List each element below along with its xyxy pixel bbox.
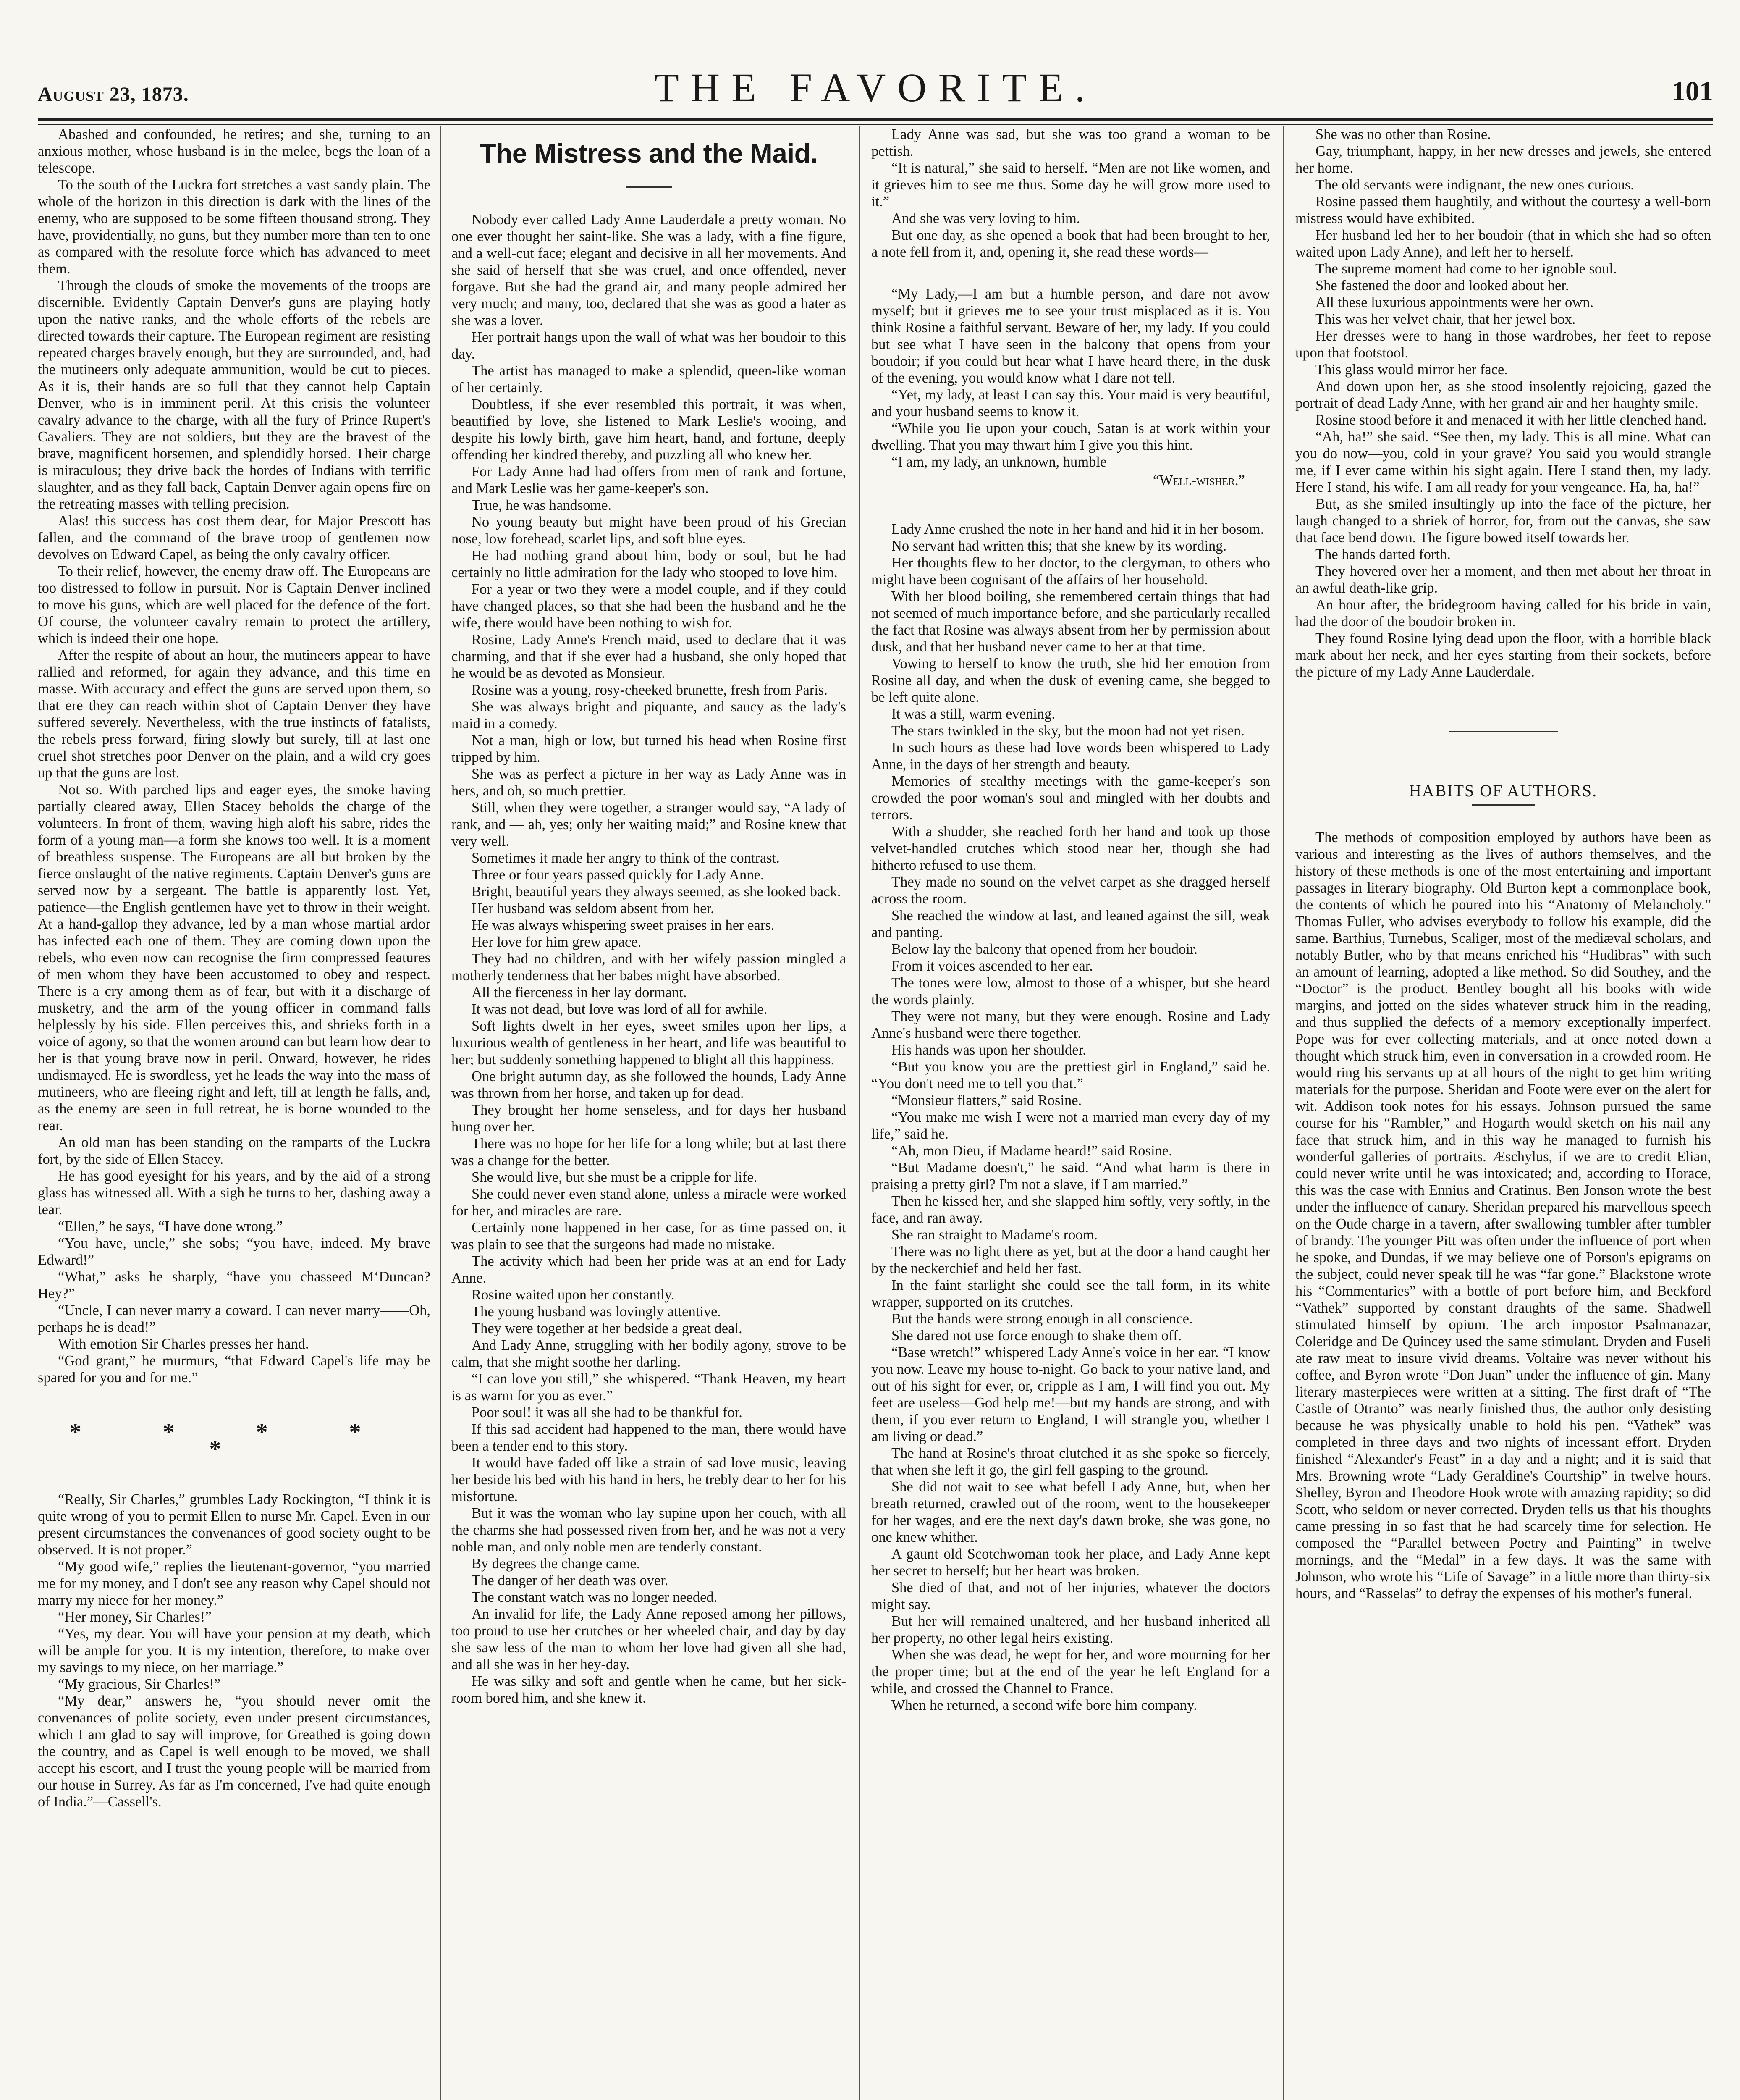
paragraph: Lady Anne crushed the note in her hand and hid it in her bosom. — [891, 521, 1264, 537]
article-title: HABITS OF AUTHORS. — [1409, 781, 1598, 800]
paragraph: The old servants were indignant, the new ones curious. — [1315, 177, 1634, 193]
paragraph: “Ah, mon Dieu, if Madame heard!” said Rosine. — [891, 1143, 1172, 1159]
column-divider — [859, 126, 860, 2100]
paragraph: “But Madame doesn't,” he said. “And what harm is there in praising a pretty girl? I'm not a slave, if I am married.” — [871, 1160, 1270, 1192]
paragraph: “My Lady,—I am but a humble person, and dare not avow myself; but it grieves me to see your trust misplaced as it is. You think Rosine a faithful servant. Beware of her, my lady. If you could but see what I have seen in the balcony that opens from your boudoir; if you could but hear what I have heard there, in the dusk of the evening, you would know what I dare not tell. — [871, 286, 1270, 386]
paragraph: But one day, as she opened a book that had been brought to her, a note fell from it, and, opening it, she read these words— — [871, 227, 1270, 260]
paragraph: It was a still, warm evening. — [891, 706, 1055, 722]
paragraph: Rosine stood before it and menaced it with her little clenched hand. — [1315, 412, 1707, 428]
paragraph: “Monsieur flatters,” said Rosine. — [891, 1092, 1082, 1108]
paragraph: All these luxurious appointments were her own. — [1315, 294, 1594, 310]
paragraph: With emotion Sir Charles presses her hand. — [58, 1336, 309, 1352]
paragraph: But her will remained unaltered, and her husband inherited all her property, no other legal heirs existing. — [871, 1613, 1270, 1646]
paragraph: She fastened the door and looked about her. — [1315, 278, 1569, 294]
paragraph: The supreme moment had come to her ignoble soul. — [1315, 261, 1617, 277]
paragraph: It would have faded off like a strain of sad love music, leaving her beside his bed with his hand in hers, he trebly dear to her for his misfortune. — [451, 1455, 846, 1504]
paragraph: Vowing to herself to know the truth, she hid her emotion from Rosine all day, and when the dusk of evening came, she begged to be left quite alone. — [871, 656, 1270, 705]
paragraph: The constant watch was no longer needed. — [472, 1589, 718, 1605]
paragraph: “My dear,” answers he, “you should never omit the convenances of polite society, even under present circumstances, which I am glad to say will improve, for Greathed is going down the country, and as Capel is well enough to be moved, we shall accept his escort, and I trust the young people will be married from our house in Surrey. As far as I'm concerned, I've had quite enough of India.”—Cassell's. — [38, 1693, 430, 1810]
paragraph: From it voices ascended to her ear. — [891, 958, 1093, 974]
paragraph: Soft lights dwelt in her eyes, sweet smiles upon her lips, a luxurious wealth of gentleness in her heart, and life was beautiful to her; but suddenly something happened to blight all this happiness. — [451, 1018, 846, 1068]
title-rule — [626, 186, 672, 188]
paragraph: They found Rosine lying dead upon the floor, with a horrible black mark about her neck, and her eyes starting from their sockets, before the picture of my Lady Anne Lauderdale. — [1295, 630, 1711, 680]
paragraph: Her thoughts flew to her doctor, to the clergyman, to others who might have been cognisant of the affairs of her household. — [871, 555, 1270, 588]
title-rule — [1472, 804, 1535, 806]
paragraph: Her husband was seldom absent from her. — [472, 900, 714, 916]
paragraph: For a year or two they were a model couple, and if they could have changed places, so that she had been the husband and he the wife, there would have been nothing to wish for. — [451, 581, 846, 631]
paragraph: To the south of the Luckra fort stretches a vast sandy plain. The whole of the horizon in this direction is dark with the lines of the enemy, who are supposed to be some fifteen thousand strong. They have, providentially, no guns, but they number more than ten to one as compared with the resolute force which has advanced to meet them. — [38, 177, 430, 277]
column-3 — [871, 126, 1270, 2100]
paragraph: “Yet, my lady, at least I can say this. Your maid is very beautiful, and your husband seems to know it. — [871, 387, 1270, 420]
paragraph: For Lady Anne had had offers from men of rank and fortune, and Mark Leslie was her game-keeper's son. — [451, 464, 846, 496]
paragraph: “My good wife,” replies the lieutenant-governor, “you married me for my money, and I don't see any reason why Capel should not marry my niece for her money.” — [38, 1559, 430, 1608]
paragraph: “Ah, ha!” she said. “See then, my lady. This is all mine. What can you do now—you, cold in your grave? You said you would strangle me, if I ever came within his sight again. Here I stand then, my lady. Here I stand, his wife. I am all ready for your vengeance. Ha, ha, ha!” — [1295, 429, 1711, 495]
paragraph: No young beauty but might have been proud of his Grecian nose, low forehead, scarlet lips, and soft blue eyes. — [451, 514, 846, 547]
paragraph: The tones were low, almost to those of a whisper, but she heard the words plainly. — [871, 975, 1270, 1008]
paragraph: She did not wait to see what befell Lady Anne, but, when her breath returned, crawled out of the room, went to the housekeeper for her wages, and ere the next day's dawn broke, she was gone, no one knew whither. — [871, 1479, 1270, 1545]
section-break-stars: * * * * * — [69, 1419, 399, 1462]
paragraph: “Yes, my dear. You will have your pension at my death, which will be ample for you. It is my intention, therefore, to make over my savings to my niece, on her marriage.” — [38, 1626, 430, 1675]
paragraph: “Ellen,” he says, “I have done wrong.” — [58, 1218, 283, 1234]
column-divider — [440, 126, 441, 2100]
paragraph: Gay, triumphant, happy, in her new dresses and jewels, she entered her home. — [1295, 143, 1711, 176]
paragraph: Not so. With parched lips and eager eyes, the smoke having partially cleared away, Ellen Stacey beholds the charge of the volunteers. In front of them, waving high aloft his sabre, rides the form of a young man—a form she knows too well. It is a moment of breathless suspense. The Europeans are all but broken by the fierce onslaught of the native regiments. Captain Denver's guns are served now by a sergeant. The battle is apparently lost. Yet, patience—the English gentlemen have yet to throw in their weight. At a hand-gallop they advance, led by a man whose martial ardor has infected each one of them. They are coming down upon the rebels, who even now can recognise the firm compressed features of men whom they have been accustomed to obey and respect. There is a cry among them as of fear, but with it a discharge of musketry, and the arm of the young officer in command falls helplessly by his side. Ellen perceives this, and shrieks forth in a voice of agony, so that the women around can but learn how dear to her is that young brave now in peril. Onward, however, he rides undismayed. He is swordless, yet he leads the way into the mass of mutineers, who are fleeing right and left, till at length he falls, and, as the enemy are seen in full retreat, he is borne wounded to the rear. — [38, 782, 430, 1134]
paragraph: He was silky and soft and gentle when he came, but her sick-room bored him, and she knew it. — [451, 1673, 846, 1706]
page-number: 101 — [1672, 76, 1713, 107]
paragraph: And Lady Anne, struggling with her bodily agony, strove to be calm, that she might soothe her darling. — [451, 1337, 846, 1370]
paragraph: They brought her home senseless, and for days her husband hung over her. — [451, 1102, 846, 1135]
paragraph: She was always bright and piquante, and saucy as the lady's maid in a comedy. — [451, 699, 846, 732]
article-separator — [1449, 731, 1558, 732]
paragraph: Rosine passed them haughtily, and without the courtesy a well-born mistress would have exhibited. — [1295, 194, 1711, 226]
paragraph: After the respite of about an hour, the mutineers appear to have rallied and reformed, for again they advance, and this time en masse. With accuracy and effect the guns are served upon them, so that ere they can reach within shot of Captain Denver they have suffered severely. Nevertheless, with the true instincts of fatalists, the rebels press forward, firing slowly but surely, till at last one cruel shot stretches poor Denver on the plain, and a wild cry goes up that the guns are lost. — [38, 647, 430, 781]
paragraph: The methods of composition employed by authors have been as various and interesting as the lives of authors themselves, and the history of these methods is one of the most entertaining and important passages in literary biography. Old Burton kept a commonplace book, the contents of which he poured into his “Anatomy of Melancholy.” Thomas Fuller, who advises everybody to follow his example, did the same. Barthius, Turnebus, Scaliger, most of the mediæval scholars, and notably Butler, who by that means enriched his “Hudibras” with such an amount of learning, adopted a like method. So did Southey, and the “Doctor” is the product. Bentley bought all his books with wide margins, and jotted on the sides whatever struck him in the reading, and thus supplied the defects of a memory exceptionally imperfect. Pope was for ever collecting materials, and at once noted down a thought which struck him, even in conversation in a crowded room. He would ring his servants up at all hours of the night to get him writing materials for the purpose. Sheridan and Foote were ever on the alert for wit. Addison took notes for his essays. Johnson pursued the same course for his “Rambler,” and Hogarth would sketch on his nail any face that struck him, and in this way he managed to furnish his wonderful galleries of portraits. Æschylus, if we are to credit Elian, could never write until he was intoxicated; and, according to Horace, this was the case with Ennius and Cratinus. Ben Jonson wrote the best under the influence of canary. Sheridan prepared his marvellous speech on the Oude charge in a tavern, after swallowing tumbler after tumbler of brandy. The younger Pitt was often under the influence of port when he spoke, and Dundas, if we may believe one of Porson's epigrams on the subject, could never speak till he was “far gone.” Blackstone wrote his “Commentaries” with a bottle of port before him, and Beckford “Vathek” supported by constant draughts of the same. Shadwell stimulated himself by opium. The arch impostor Psalmanazar, Coleridge and De Quincey used the same stimulant. Dryden and Fuseli ate raw meat to insure vivid dreams. Voltaire was never without his coffee, and Byron wrote “Don Juan” under the influence of gin. Many literary masterpieces were written at a sitting. The first draft of “The Castle of Otranto” was nearly finished thus, the author only desisting because he was physically unable to hold his pen. “Vathek” was completed in three days and two nights of incessant effort. Dryden finished “Alexander's Feast” in a day and a night; and it is said that Mrs. Browning wrote “Lady Geraldine's Courtship” in twelve hours. Shelley, Byron and Theodore Hook wrote with amazing rapidity; so did Scott, who seldom or never corrected. Dryden tells us that his thoughts came pressing in so fast that he had scarcely time for selection. He composed the “Parallel between Poetry and Painting” in twelve mornings, and the “Medal” in a few days. It was the same with Johnson, who wrote his “Life of Savage” in a little more than thirty-six hours, and “Rasselas” to defray the expenses of his mother's funeral. — [1295, 830, 1711, 1601]
paragraph: With her blood boiling, she remembered certain things that had not seemed of much importance before, and she particularly recalled the fact that Rosine was always absent from her by permission about dusk, and that her husband never came to her at that time. — [871, 588, 1270, 655]
paragraph: Sometimes it made her angry to think of the contrast. — [472, 850, 780, 866]
paragraph: They had no children, and with her wifely passion mingled a motherly tenderness that her babes might have absorbed. — [451, 951, 846, 984]
paragraph: There was no light there as yet, but at the door a hand caught her by the neckerchief and held her fast. — [871, 1244, 1270, 1276]
paragraph: “Really, Sir Charles,” grumbles Lady Rockington, “I think it is quite wrong of you to permit Ellen to nurse Mr. Capel. Even in our present circumstances the convenances of good society ought to be observed. It is not proper.” — [38, 1491, 430, 1558]
paragraph: Certainly none happened in her case, for as time passed on, it was plain to see that the surgeons had made no mistake. — [451, 1220, 846, 1252]
paragraph: “Base wretch!” whispered Lady Anne's voice in her ear. “I know you now. Leave my house to-night. Go back to your native land, and out of his sight for ever, or, cripple as I am, I will find you out. My feet are useless—God help me!—but my hands are strong, and with them, if you ever return to England, I will strangle you, whether I am living or dead.” — [871, 1344, 1270, 1444]
paragraph: Her love for him grew apace. — [472, 934, 642, 950]
newspaper-title: THE FAVORITE. — [654, 65, 1097, 110]
paragraph: “You have, uncle,” she sobs; “you have, indeed. My brave Edward!” — [38, 1235, 430, 1268]
paragraph: In such hours as these had love words been whispered to Lady Anne, in the days of her strength and beauty. — [871, 740, 1270, 772]
paragraph: An old man has been standing on the ramparts of the Luckra fort, by the side of Ellen Stacey. — [38, 1134, 430, 1167]
paragraph: The hands darted forth. — [1315, 546, 1451, 562]
paragraph: One bright autumn day, as she followed the hounds, Lady Anne was thrown from her horse, and taken up for dead. — [451, 1068, 846, 1101]
paragraph: Her husband led her to her boudoir (that in which she had so often waited upon Lady Anne), and left her to herself. — [1295, 227, 1711, 260]
paragraph: True, he was handsome. — [472, 497, 612, 513]
paragraph: The artist has managed to make a splendid, queen-like woman of her certainly. — [451, 363, 846, 396]
paragraph: The activity which had been her pride was at an end for Lady Anne. — [451, 1253, 846, 1286]
paragraph: Still, when they were together, a stranger would say, “A lady of rank, and — ah, yes; only her waiting maid;” and Rosine knew that very well. — [451, 800, 846, 849]
paragraph: When he returned, a second wife bore him company. — [891, 1697, 1197, 1713]
paragraph: “My gracious, Sir Charles!” — [58, 1676, 221, 1692]
paragraph: The young husband was lovingly attentive. — [472, 1304, 721, 1320]
article-body — [1295, 829, 1711, 1602]
paragraph: Bright, beautiful years they always seemed, as she looked back. — [472, 884, 841, 900]
column-2 — [451, 126, 846, 2100]
paragraph: This glass would mirror her face. — [1315, 362, 1508, 378]
paragraph: Rosine waited upon her constantly. — [472, 1287, 675, 1303]
paragraph: Three or four years passed quickly for Lady Anne. — [472, 867, 764, 883]
masthead-rule-thin — [38, 124, 1713, 125]
paragraph: She ran straight to Madame's room. — [891, 1227, 1098, 1243]
paragraph: To their relief, however, the enemy draw off. The Europeans are too distressed to follow in pursuit. Nor is Captain Denver inclined to move his guns, which are well placed for the defence of the fort. Of course, the volunteer cavalry remain to protect the artillery, which is indeed their one hope. — [38, 563, 430, 646]
paragraph: “I can love you still,” she whispered. “Thank Heaven, my heart is as warm for you as ever.” — [451, 1371, 846, 1404]
paragraph: “While you lie upon your couch, Satan is at work within your dwelling. That you may thwart him I give you this hint. — [871, 420, 1270, 453]
paragraph: She dared not use force enough to shake them off. — [891, 1328, 1182, 1344]
paragraph: Lady Anne was sad, but she was too grand a woman to be pettish. — [871, 126, 1270, 159]
paragraph: A gaunt old Scotchwoman took her place, and Lady Anne kept her secret to herself; but her heart was broken. — [871, 1546, 1270, 1579]
paragraph: An invalid for life, the Lady Anne reposed among her pillows, too proud to use her crutches or her wheeled chair, and day by day she saw less of the man to whom her love had given all she had, and all she was in her hey-day. — [451, 1606, 846, 1672]
paragraph: Her dresses were to hang in those wardrobes, her feet to repose upon that footstool. — [1295, 328, 1711, 361]
column-4 — [1295, 126, 1711, 2100]
masthead-rule-thick — [38, 118, 1713, 121]
story-title: The Mistress and the Maid. — [480, 138, 818, 168]
paragraph: She reached the window at last, and leaned against the sill, weak and panting. — [871, 908, 1270, 940]
paragraph: They hovered over her a moment, and then met about her throat in an awful death-like grip. — [1295, 563, 1711, 596]
paragraph: They were together at her bedside a great deal. — [472, 1320, 742, 1336]
paragraph: An hour after, the bridegroom having called for his bride in vain, had the door of the boudoir broken in. — [1295, 597, 1711, 630]
paragraph: No servant had written this; that she knew by its wording. — [891, 538, 1227, 554]
paragraph: Rosine, Lady Anne's French maid, used to declare that it was charming, and that if she ever had a husband, she only hoped that he would be as devoted as Monsieur. — [451, 632, 846, 681]
paragraph: By degrees the change came. — [472, 1556, 640, 1572]
paragraph: His hands was upon her shoulder. — [891, 1042, 1086, 1058]
paragraph: She was no other than Rosine. — [1315, 126, 1491, 142]
paragraph: Not a man, high or low, but turned his head when Rosine first tripped by him. — [451, 732, 846, 765]
paragraph: “Her money, Sir Charles!” — [58, 1609, 212, 1625]
paragraph: They made no sound on the velvet carpet as she dragged herself across the room. — [871, 874, 1270, 907]
issue-date: August 23, 1873. — [38, 83, 189, 105]
story-body-continued — [871, 126, 1270, 260]
paragraph: “Uncle, I can never marry a coward. I can never marry——Oh, perhaps he is dead!” — [38, 1302, 430, 1335]
paragraph: It was not dead, but love was lord of all for awhile. — [472, 1001, 768, 1017]
paragraph: “God grant,” he murmurs, “that Edward Capel's life may be spared for you and for me.” — [38, 1353, 430, 1386]
paragraph: Rosine was a young, rosy-cheeked brunette, fresh from Paris. — [472, 682, 828, 698]
paragraph: “You make me wish I were not a married man every day of my life,” said he. — [871, 1109, 1270, 1142]
paragraph: There was no hope for her life for a long while; but at last there was a change for the better. — [451, 1136, 846, 1168]
paragraph: With a shudder, she reached forth her hand and took up those velvet-handled crutches which stood near her, though she had hitherto refused to use them. — [871, 824, 1270, 873]
paragraph: The stars twinkled in the sky, but the moon had not yet risen. — [891, 723, 1245, 739]
paragraph: This was her velvet chair, that her jewel box. — [1315, 311, 1576, 327]
paragraph: She was as perfect a picture in her way as Lady Anne was in hers, and oh, so much prettier. — [451, 766, 846, 799]
paragraph: He has good eyesight for his years, and by the aid of a strong glass has witnessed all. With a sigh he turns to her, dashing away a tear. — [38, 1168, 430, 1218]
paragraph: Poor soul! it was all she had to be thankful for. — [472, 1404, 742, 1420]
paragraph: All the fierceness in her lay dormant. — [472, 984, 687, 1000]
paragraph: In the faint starlight she could see the tall form, in its white wrapper, supported on its crutches. — [871, 1277, 1270, 1310]
paragraph: She could never even stand alone, unless a miracle were worked for her, and miracles are rare. — [451, 1186, 846, 1219]
paragraph: But, as she smiled insultingly up into the face of the picture, her laugh changed to a shriek of horror, for, from out the canvas, she saw that face bend down. The figure bowed itself towards her. — [1295, 496, 1711, 546]
story-body-continued — [871, 521, 1270, 1714]
paragraph: He had nothing grand about him, body or soul, but he had certainly no little admiration for the lady who stooped to love him. — [451, 548, 846, 580]
column-divider — [1283, 126, 1284, 2100]
paragraph: And down upon her, as she stood insolently rejoicing, gazed the portrait of dead Lady Anne, with her grand air and her haughty smile. — [1295, 378, 1711, 411]
anonymous-letter — [871, 286, 1270, 470]
paragraph: But the hands were strong enough in all conscience. — [891, 1311, 1193, 1327]
paragraph: They were not many, but they were enough. Rosine and Lady Anne's husband were there together. — [871, 1008, 1270, 1041]
paragraph: Through the clouds of smoke the movements of the troops are discernible. Evidently Captain Denver's guns are playing hotly upon the native ranks, and the whole efforts of the rebels are directed towards their capture. The European regiment are resisting repeated charges bravely enough, but they are surrounded, and, had the mutineers only adequate ammunition, would be cut to pieces. As it is, their hands are so full that they cannot help Captain Denver, who is in imminent peril. At this crisis the volunteer cavalry advance to the charge, with all the fury of Prince Rupert's Cavaliers. They are not soldiers, but they are the bravest of the brave, magnificent horsemen, and splendidly horsed. Their charge is miraculous; they drive back the hordes of Indians with terrific slaughter, and as they fall back, Captain Denver again opens fire on the retreating masses with telling precision. — [38, 278, 430, 512]
paragraph: Nobody ever called Lady Anne Lauderdale a pretty woman. No one ever thought her saint-like. She was a lady, with a fine figure, and a well-cut face; elegant and decisive in all her movements. And she said of herself that she was cruel, and once offended, never forgave. But she had the grand air, and many people admired her very much; and many, too, declared that she was as good a hater as she was a lover. — [451, 212, 846, 328]
serial-story-epilogue — [38, 1491, 430, 1810]
paragraph: But it was the woman who lay supine upon her couch, with all the charms she had possessed riven from her, and he was not a very noble man, and only noble men are tenderly constant. — [451, 1505, 846, 1555]
paragraph: “It is natural,” she said to herself. “Men are not like women, and it grieves him to see me thus. Some day he will grow more used to it.” — [871, 160, 1270, 210]
paragraph: Her portrait hangs upon the wall of what was her boudoir to this day. — [451, 329, 846, 362]
masthead — [38, 63, 1713, 113]
paragraph: Abashed and confounded, he retires; and she, turning to an anxious mother, whose husband is in the melee, begs the loan of a telescope. — [38, 126, 430, 176]
paragraph: Below lay the balcony that opened from her boudoir. — [891, 941, 1198, 957]
paragraph: She would live, but she must be a cripple for life. — [472, 1169, 757, 1185]
paragraph: She died of that, and not of her injuries, whatever the doctors might say. — [871, 1580, 1270, 1612]
paragraph: “What,” asks he sharply, “have you chasseed M‘Duncan? Hey?” — [38, 1269, 430, 1302]
paragraph: He was always whispering sweet praises in her ears. — [472, 917, 775, 933]
paragraph: And she was very loving to him. — [891, 210, 1080, 226]
paragraph: The danger of her death was over. — [472, 1572, 668, 1588]
paragraph: If this sad accident had happened to the man, there would have been a tender end to this story. — [451, 1421, 846, 1454]
paragraph: “I am, my lady, an unknown, humble — [891, 454, 1107, 470]
paragraph: Alas! this success has cost them dear, for Major Prescott has fallen, and the command of the brave troop of gentlemen now devolves on Edward Capel, as being the only cavalry officer. — [38, 513, 430, 562]
paragraph: Doubtless, if she ever resembled this portrait, it was when, beautified by love, she listened to Mark Leslie's wooing, and despite his lowly birth, gave him heart, hand, and fortune, deeply offending her kindred thereby, and puzzling all who knew her. — [451, 396, 846, 463]
story-body — [451, 211, 846, 1706]
paragraph: “But you know you are the prettiest girl in England,” said he. “You don't need me to tell you that.” — [871, 1059, 1270, 1092]
letter-signature: “Well-wisher.” — [1153, 472, 1245, 488]
story-conclusion — [1295, 126, 1711, 680]
column-1 — [38, 126, 430, 2100]
paragraph: The hand at Rosine's throat clutched it as she spoke so fiercely, that when she left it go, the girl fell gasping to the ground. — [871, 1445, 1270, 1478]
paragraph: When she was dead, he wept for her, and wore mourning for her the proper time; but at the end of the year he left England for a while, and crossed the Channel to France. — [871, 1647, 1270, 1696]
paragraph: Then he kissed her, and she slapped him softly, very softly, in the face, and ran away. — [871, 1193, 1270, 1226]
paragraph: Memories of stealthy meetings with the game-keeper's son crowded the poor woman's soul and mingled with her doubts and terrors. — [871, 773, 1270, 823]
serial-story-ending — [38, 126, 430, 1386]
